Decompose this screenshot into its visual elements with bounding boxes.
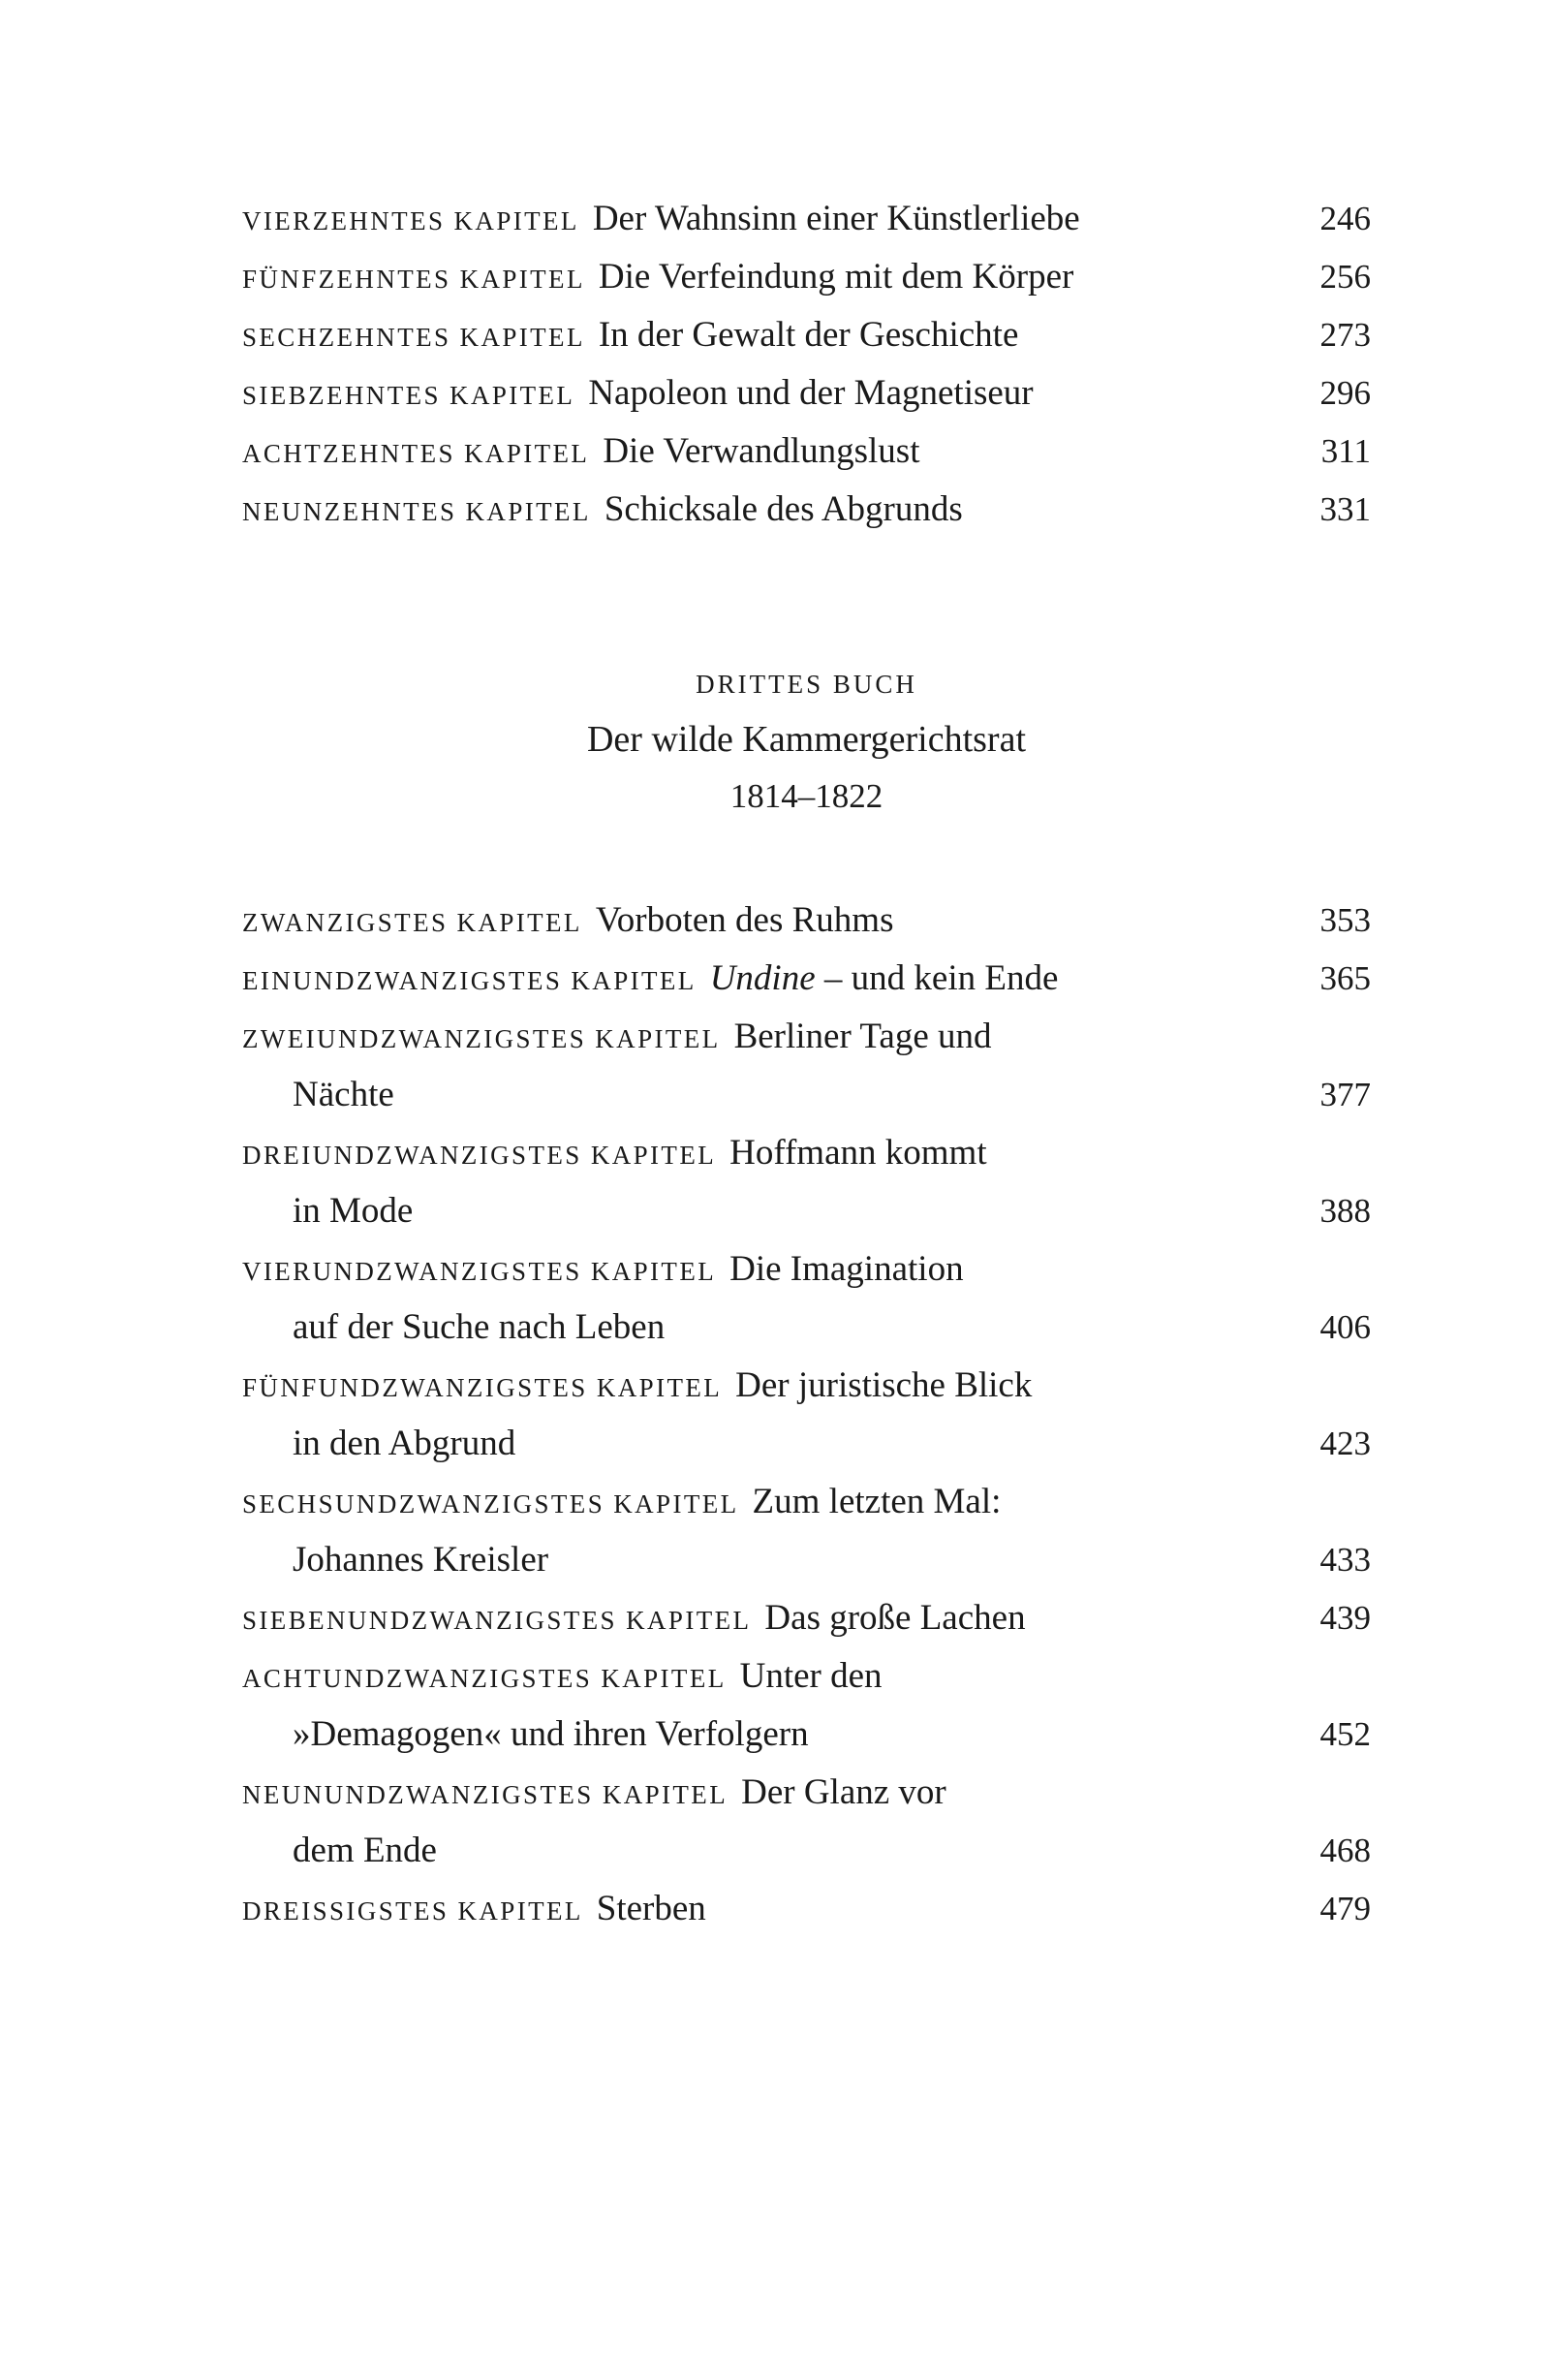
chapter-title: Das große Lachen xyxy=(764,1598,1026,1638)
chapter-label: DREISSIGSTES KAPITEL xyxy=(242,1896,583,1926)
toc-entry xyxy=(242,364,1371,423)
chapter-title-continued: Nächte xyxy=(293,1075,394,1114)
toc-page xyxy=(242,0,1371,2380)
chapter-title: Sterben xyxy=(596,1889,706,1928)
chapter-label: VIERUNDZWANZIGSTES KAPITEL xyxy=(242,1257,717,1286)
toc-entry xyxy=(242,248,1371,306)
page-number: 273 xyxy=(1319,316,1371,354)
page-number: 365 xyxy=(1319,959,1371,997)
chapter-label: NEUNZEHNTES KAPITEL xyxy=(242,497,591,526)
toc-entry xyxy=(242,190,1371,248)
toc-section-two xyxy=(242,892,1371,1938)
chapter-title: Die Imagination xyxy=(729,1249,964,1289)
toc-entry xyxy=(242,1240,1371,1357)
chapter-title-italic: Undine xyxy=(709,958,816,998)
chapter-title: Berliner Tage und xyxy=(733,1017,992,1056)
chapter-title-continued: »Demagogen« und ihren Verfolgern xyxy=(293,1714,809,1754)
page-number: 296 xyxy=(1319,374,1371,412)
page-number: 423 xyxy=(1319,1425,1371,1462)
chapter-label: SECHSUNDZWANZIGSTES KAPITEL xyxy=(242,1489,739,1519)
page-number: 353 xyxy=(1319,901,1371,939)
chapter-title: Zum letzten Mal: xyxy=(752,1482,1002,1521)
toc-entry xyxy=(242,306,1371,364)
toc-entry xyxy=(242,1124,1371,1240)
chapter-title: Der Glanz vor xyxy=(741,1772,946,1812)
chapter-title: Napoleon und der Magnetiseur xyxy=(588,373,1034,413)
chapter-label: ACHTZEHNTES KAPITEL xyxy=(242,439,590,468)
toc-entry xyxy=(242,1764,1371,1880)
chapter-label: NEUNUNDZWANZIGSTES KAPITEL xyxy=(242,1780,728,1809)
book-heading xyxy=(242,659,1371,824)
chapter-title: Der Wahnsinn einer Künstlerliebe xyxy=(592,199,1080,238)
chapter-label: SECHZEHNTES KAPITEL xyxy=(242,323,585,352)
chapter-title-continued: dem Ende xyxy=(293,1831,437,1870)
chapter-title: Die Verwandlungslust xyxy=(603,431,920,471)
toc-entry xyxy=(242,1473,1371,1589)
chapter-label: EINUNDZWANZIGSTES KAPITEL xyxy=(242,966,697,995)
page-number: 311 xyxy=(1320,432,1371,470)
chapter-title: In der Gewalt der Geschichte xyxy=(598,315,1019,355)
page-number: 468 xyxy=(1319,1832,1371,1869)
toc-entry xyxy=(242,1357,1371,1473)
chapter-label: ZWEIUNDZWANZIGSTES KAPITEL xyxy=(242,1024,721,1053)
chapter-label: FÜNFZEHNTES KAPITEL xyxy=(242,265,585,294)
chapter-label: FÜNFUNDZWANZIGSTES KAPITEL xyxy=(242,1373,723,1402)
toc-entry xyxy=(242,1880,1371,1938)
chapter-label: ZWANZIGSTES KAPITEL xyxy=(242,908,582,937)
page-number: 406 xyxy=(1319,1308,1371,1346)
chapter-title: Der juristische Blick xyxy=(735,1365,1033,1405)
chapter-title-rest: – und kein Ende xyxy=(815,958,1059,998)
chapter-title-continued: in den Abgrund xyxy=(293,1424,516,1463)
page-number: 377 xyxy=(1319,1076,1371,1113)
book-years: 1814–1822 xyxy=(729,777,884,815)
chapter-title: Schicksale des Abgrunds xyxy=(604,489,963,529)
chapter-title: Unter den xyxy=(739,1656,883,1696)
chapter-title xyxy=(710,958,1059,998)
toc-entry xyxy=(242,481,1371,539)
toc-entry xyxy=(242,950,1371,1008)
page-number: 439 xyxy=(1319,1599,1371,1637)
page-number: 246 xyxy=(1319,200,1371,237)
page-number: 331 xyxy=(1319,490,1371,528)
page-number: 452 xyxy=(1319,1715,1371,1753)
page-number: 388 xyxy=(1319,1192,1371,1230)
chapter-title: Die Verfeindung mit dem Körper xyxy=(598,257,1074,297)
chapter-label: DREIUNDZWANZIGSTES KAPITEL xyxy=(242,1141,717,1170)
page-number: 479 xyxy=(1319,1890,1371,1927)
chapter-title: Vorboten des Ruhms xyxy=(595,900,894,940)
toc-entry xyxy=(242,1589,1371,1647)
chapter-title-continued: in Mode xyxy=(293,1191,414,1231)
chapter-title: Hoffmann kommt xyxy=(729,1133,987,1173)
chapter-label: ACHTUNDZWANZIGSTES KAPITEL xyxy=(242,1664,727,1693)
chapter-title-continued: Johannes Kreisler xyxy=(293,1540,549,1580)
book-label: DRITTES BUCH xyxy=(696,670,917,699)
toc-entry xyxy=(242,1647,1371,1764)
page-number: 256 xyxy=(1319,258,1371,296)
page-number: 433 xyxy=(1319,1541,1371,1579)
book-title: Der wilde Kammergerichtsrat xyxy=(586,719,1026,760)
chapter-title-continued: auf der Suche nach Leben xyxy=(293,1307,666,1347)
chapter-label: VIERZEHNTES KAPITEL xyxy=(242,206,579,235)
chapter-label: SIEBZEHNTES KAPITEL xyxy=(242,381,575,410)
chapter-label: SIEBENUNDZWANZIGSTES KAPITEL xyxy=(242,1606,752,1635)
toc-entry xyxy=(242,1008,1371,1124)
toc-entry xyxy=(242,423,1371,481)
toc-entry xyxy=(242,892,1371,950)
toc-section-one xyxy=(242,190,1371,539)
